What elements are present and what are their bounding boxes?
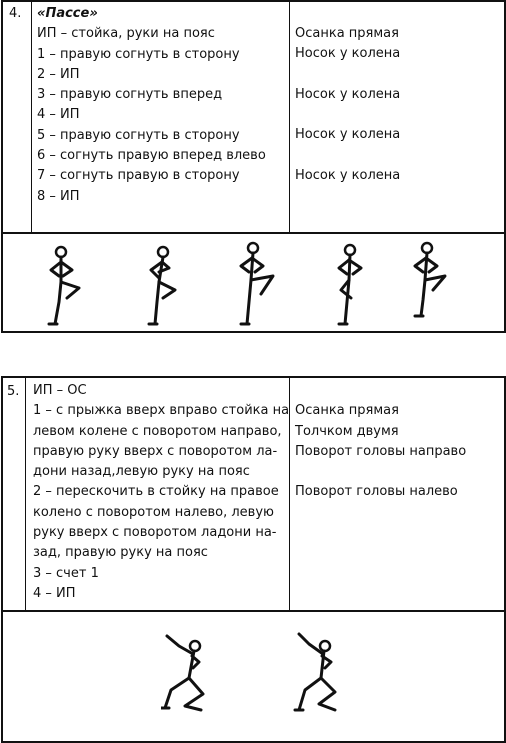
note-line: Носок у колена [295,86,401,102]
exercise-5-table [1,376,506,743]
note-line: Осанка прямая [295,403,399,419]
note-line: Толчком двумя [295,423,399,439]
passe-figure-5 [403,240,463,330]
step-line: 1 – правую согнуть в сторону [37,46,240,62]
note-line [295,381,466,401]
passe-figure-3 [229,240,289,330]
step-line: зад, правую руку на пояс [33,545,208,561]
note-line [295,105,400,125]
passe-figure-2 [137,240,197,330]
step-line: колено с поворотом налево, левую [33,504,274,520]
passe-figure-4 [323,240,383,330]
kneel-figure-2 [291,632,351,722]
note-line [295,462,466,482]
exercise-notes [295,381,466,503]
step-line: 7 – согнуть правую в сторону [37,168,240,184]
step-line: 5 – правую согнуть в сторону [37,127,240,143]
step-line: левом колене с поворотом направо, [33,423,282,439]
column-divider [31,2,32,232]
step-line: 3 – счет 1 [33,565,99,581]
note-line: Носок у колена [295,168,401,184]
exercise-number: 5. [7,384,20,399]
step-line: 8 – ИП [37,188,80,204]
note-line: Поворот головы налево [295,484,458,500]
note-line: Носок у колена [295,127,401,143]
note-line: Поворот головы направо [295,443,467,459]
step-line: правую руку вверх с поворотом ла- [33,443,278,459]
column-divider [289,378,290,610]
step-line: 4 – ИП [33,585,76,601]
step-line: 2 – перескочить в стойку на правое [33,484,279,500]
exercise-4-table [1,0,506,333]
note-line [295,65,400,85]
exercise-title: «Пассе» [37,6,98,21]
note-line: Осанка прямая [295,26,399,41]
exercise-number: 4. [9,6,22,21]
step-line: 2 – ИП [37,66,80,82]
exercise-steps [33,381,289,604]
step-line: 4 – ИП [37,107,80,123]
kneel-figure-1 [161,632,221,722]
step-line: ИП – ОС [33,383,87,398]
step-line: руку вверх с поворотом ладони на- [33,525,277,541]
note-line [295,146,400,166]
row-divider [3,232,504,234]
exercise-notes [295,24,400,186]
step-line: 3 – правую согнуть вперед [37,87,223,103]
column-divider [289,2,290,232]
step-line: ИП – стойка, руки на пояс [37,26,215,42]
step-line: 1 – с прыжка вверх вправо стойка на [33,403,290,419]
note-line: Носок у колена [295,46,401,62]
step-line: 6 – согнуть правую вперед влево [37,148,266,164]
passe-figure-1 [39,240,99,330]
exercise-steps [37,4,266,207]
row-divider [3,610,504,612]
column-divider [25,378,26,610]
step-line: дони назад,левую руку на пояс [33,464,250,480]
